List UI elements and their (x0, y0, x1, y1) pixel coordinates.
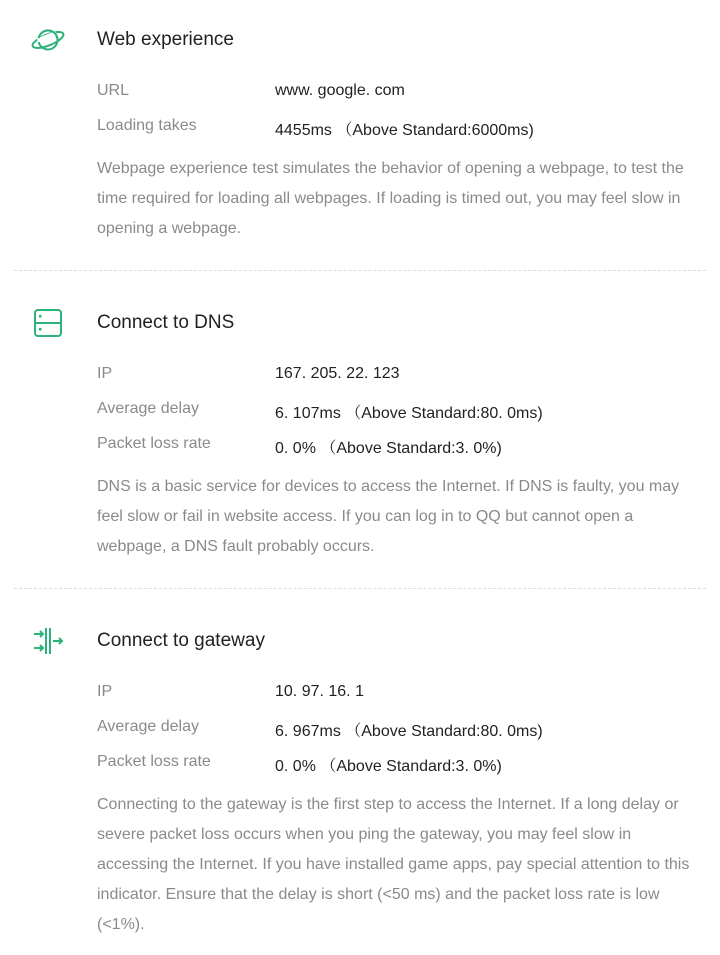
row-label: Loading takes (97, 117, 197, 134)
row-value: www. google. com (275, 82, 405, 99)
gateway-loss-row (97, 753, 700, 777)
row-value: 0. 0% （Above Standard:3. 0%) (275, 758, 502, 775)
web-description: Webpage experience test simulates the behavior of opening a webpage, to test the time required for loading all webpages. If loading is timed out, you may feel slow in opening a webpage. (97, 160, 684, 237)
row-label: Packet loss rate (97, 753, 211, 770)
row-label: Packet loss rate (97, 435, 211, 452)
web-url-row (97, 82, 700, 106)
row-label: URL (97, 82, 130, 99)
dns-title: Connect to DNS (97, 312, 235, 333)
dns-description: DNS is a basic service for devices to access the Internet. If DNS is faulty, you may feel slow or fail in website access. If you can log in to QQ but cannot open a webpage, a DNS fault probably occurs. (97, 478, 680, 555)
row-label: Average delay (97, 400, 199, 417)
planet-icon (30, 22, 66, 58)
dns-delay-row (97, 400, 700, 424)
dns-ip-row (97, 365, 700, 389)
dns-loss-row (97, 435, 700, 459)
row-value: 0. 0% （Above Standard:3. 0%) (275, 440, 502, 457)
server-icon (30, 305, 66, 341)
web-experience-title: Web experience (97, 29, 234, 50)
gateway-arrows-icon (30, 623, 66, 659)
row-value: 4455ms （Above Standard:6000ms) (275, 122, 534, 139)
section-divider (14, 270, 706, 271)
row-value: 10. 97. 16. 1 (275, 683, 364, 700)
row-label: IP (97, 683, 113, 700)
row-value: 6. 967ms （Above Standard:80. 0ms) (275, 723, 543, 740)
section-divider (14, 588, 706, 589)
row-value: 167. 205. 22. 123 (275, 365, 400, 382)
gateway-description: Connecting to the gateway is the first step to access the Internet. If a long delay or severe packet loss occurs when you ping the gateway, you may feel slow in accessing the Internet. If you have installed game apps, pay special attention to this indicator. Ensure that the delay is short (<50 ms) and the packet loss rate is low (<1%). (97, 796, 690, 933)
row-label: Average delay (97, 718, 199, 735)
row-label: IP (97, 365, 113, 382)
web-loading-row (97, 117, 700, 141)
gateway-delay-row (97, 718, 700, 742)
gateway-ip-row (97, 683, 700, 707)
gateway-title: Connect to gateway (97, 630, 265, 651)
row-value: 6. 107ms （Above Standard:80. 0ms) (275, 405, 543, 422)
